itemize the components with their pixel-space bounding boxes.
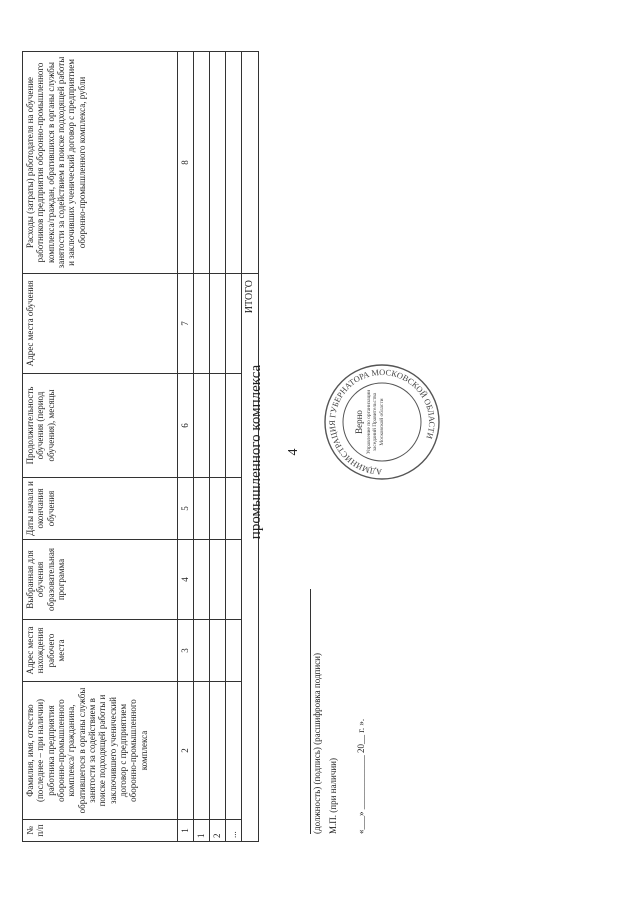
table-cell: 1 [178,820,194,842]
table-cell [226,274,242,374]
table-cell: 6 [178,374,194,478]
date-line: «___» ____________ 20__ г. ». [356,718,366,834]
table-cell [210,52,226,274]
table-cell: 4 [178,540,194,620]
header-cell-expenses: Расходы (затраты) работодателя на обучение работников предприятия оборонно-промышленного комплекса/граждан, обратившихся в органы службы занятости за содействием в поиске подходящей работы и заключивших ученический договор с предприятием оборонно-промышленного комплекса, рубли [23,52,178,274]
page-number: 4 [286,448,301,456]
table-cell [210,682,226,820]
header-cell-dates: Даты начала и окончания обучения [23,478,178,540]
official-seal-icon [322,362,442,482]
table-cell: 8 [178,52,194,274]
table-cell [194,682,210,820]
table-cell: 1 [194,820,210,842]
stamp-note: М.П. (при наличии) [328,758,338,834]
table-cell: 3 [178,620,194,682]
header-cell-workplace-address: Адрес места нахождения рабочего места [23,620,178,682]
table-cell [210,478,226,540]
table-cell: ... [226,820,242,842]
table-row [210,52,226,842]
signature-line [310,589,311,834]
table-row [194,52,210,842]
table-cell [194,274,210,374]
table-cell [194,540,210,620]
header-cell-training-address: Адрес места обучения [23,274,178,374]
table-cell [194,620,210,682]
table-cell [194,478,210,540]
seal-ring-text: АДМИНИСТРАЦИЯ ГУБЕРНАТОРА МОСКОВСКОЙ ОБЛАСТИ [327,367,437,477]
header-cell-number: № п/п [23,820,178,842]
table-cell [226,374,242,478]
table-cell [210,620,226,682]
table-cell: 7 [178,274,194,374]
table-cell: 2 [210,820,226,842]
page-title: промышленного комплекса [248,364,264,540]
seal-center-text: Управление по организации заседаний Правительства Московской области [366,389,385,455]
table-cell [210,540,226,620]
column-numbers-row [178,52,194,842]
table-cell [226,620,242,682]
rotated-page [10,22,630,882]
table-cell [226,478,242,540]
table-cell [194,374,210,478]
total-label: ИТОГО [242,274,259,842]
training-expenses-table [22,51,259,842]
table-cell [226,682,242,820]
header-cell-full-name: Фамилия, имя, отчество (последнее – при наличии) работника предприятия оборонно-промышленного комплекса/ гражданина, обратившегося в органы службы занятости за содействием в поиске подходящей работы и заключившего ученический договор с предприятием оборонно-промышленного комплекса [23,682,178,820]
table-cell [194,52,210,274]
seal-verno-text: Верно [354,410,364,434]
signature-caption: (должность) (подпись) (расшифровка подписи) [312,653,322,834]
table-header-row [23,52,178,842]
table-cell [226,52,242,274]
table-cell [226,540,242,620]
header-cell-duration: Продолжительность обучения (период обучения), месяцы [23,374,178,478]
header-cell-program: Выбранная для обучения образовательная программа [23,540,178,620]
table-cell [210,274,226,374]
table-cell: 2 [178,682,194,820]
table-cell [210,374,226,478]
table-cell: 5 [178,478,194,540]
table-row [226,52,242,842]
